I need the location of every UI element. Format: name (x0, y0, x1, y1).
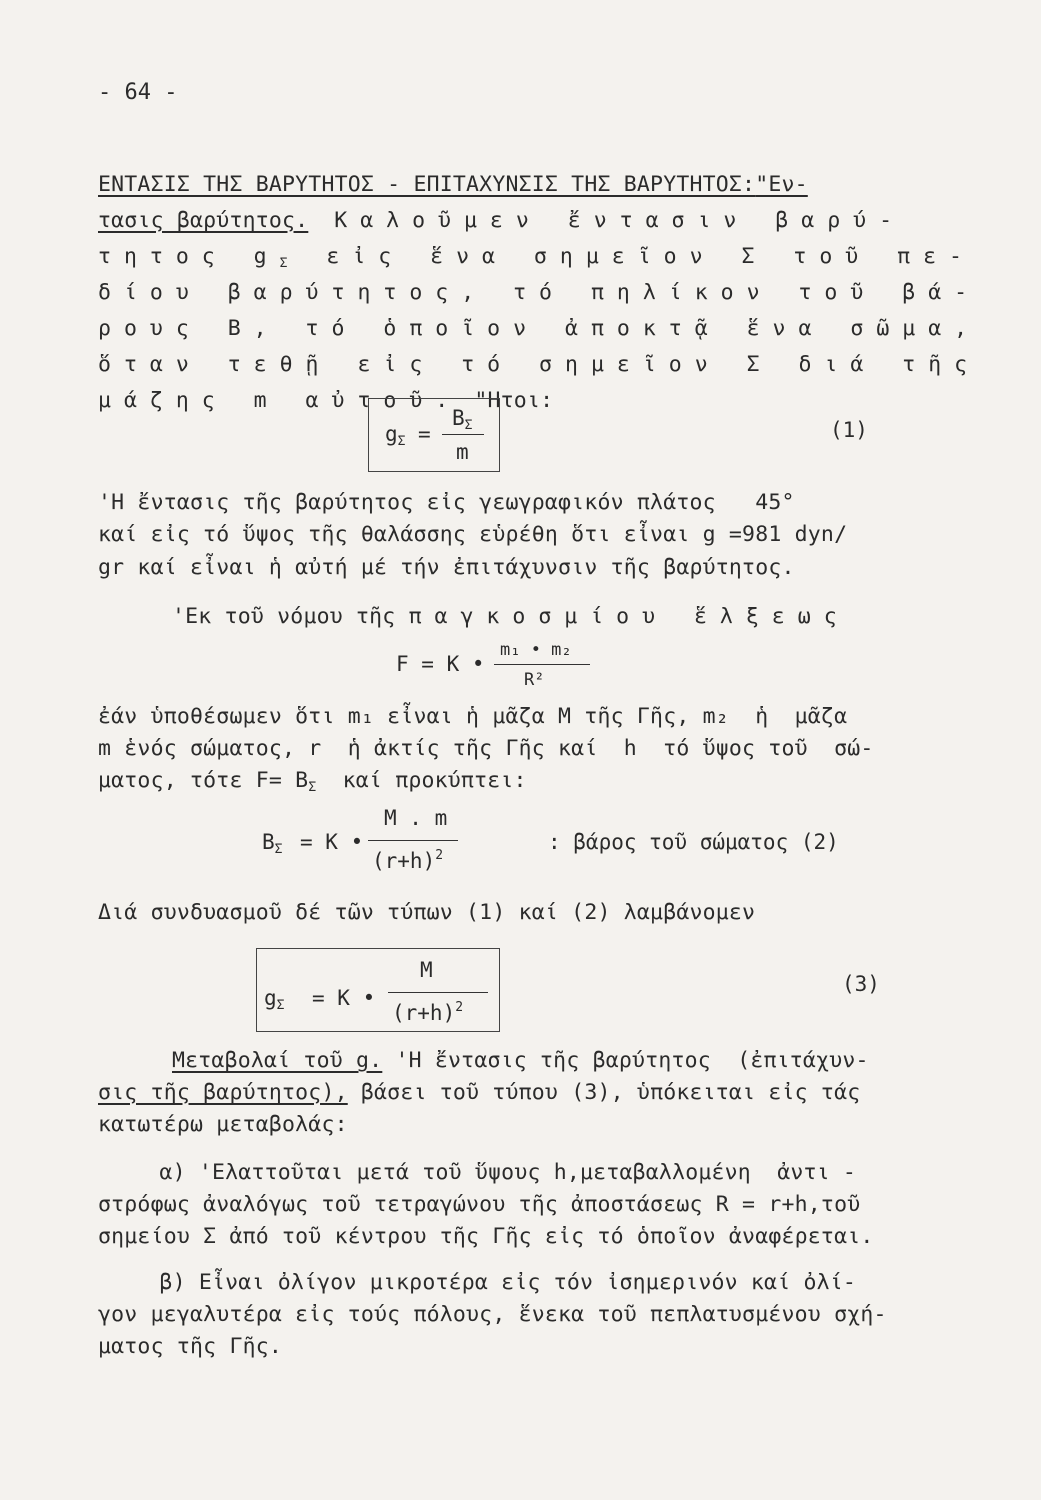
para1-line-1: 'Η ἔντασις τῆς βαρύτητος εἰς γεωγραφικόν πλάτος 45° (98, 490, 795, 515)
formula-2-description: : βάρος τοῦ σώματος (2) (548, 830, 839, 854)
section2-line-3: κατωτέρω μεταβολάς: (98, 1112, 348, 1137)
para2-line: 'Εκ τοῦ νόμου τῆς παγκοσμίου ἕλξεως (172, 604, 850, 629)
para3-line-3: ματος, τότε $F= B_\Sigma$ καί προκύπτει: (98, 768, 527, 795)
para1-line-2: καί εἰς τό ὕψος τῆς θαλάσσης εὑρέθη ὅτι εἶναι g =981 dyn/ (98, 522, 848, 547)
formula-3-numerator: M (420, 958, 433, 982)
section2-line-2: σις τῆς βαρύτητος), βάσει τοῦ τύπου (3), ὑπόκειται εἰς τάς (98, 1080, 861, 1105)
formula-2-numerator: M . m (384, 806, 448, 830)
section2-line-1: Μεταβολαί τοῦ g. 'Η ἔντασις τῆς βαρύτητος (ἐπιτάχυν- (172, 1048, 869, 1073)
formula-1-equals: = (418, 422, 431, 446)
formula-3-denominator: $(r+h)^2$ (392, 1000, 464, 1025)
definition-line-1: τασις βαρύτητος. Καλοῦμεν ἔντασιν βαρύ- (98, 208, 906, 233)
formula-1-number: (1) (830, 418, 868, 442)
defined-term: τασις βαρύτητος. (98, 208, 309, 233)
newton-formula-numerator: m₁ • m₂ (500, 640, 572, 660)
item-b-line-2: γον μεγαλυτέρα εἰς τούς πόλους, ἕνεκα τοῦ πεπλατυσμένου σχή- (98, 1302, 887, 1327)
item-b-line-1: β) Εἶναι ὀλίγον μικροτέρα εἰς τόν ἰσημερινόν καί ὀλί- (120, 1270, 857, 1295)
formula-1-denominator: m (456, 440, 469, 464)
para3-line-2: m ἑνός σώματος, r ἡ ἀκτίς τῆς Γῆς καί h τό ὕψος τοῦ σώ- (98, 736, 874, 761)
page-number: - 64 - (98, 80, 178, 105)
heading-tail: "Εν- (755, 172, 808, 197)
formula-3-fraction-bar (388, 992, 488, 993)
section2-title: Μεταβολαί τοῦ g. (172, 1048, 383, 1073)
definition-line-4: ρους Β, τό ὁποῖον ἀποκτᾷ ἕνα σῶμα, (98, 316, 981, 341)
item-a-line-1: α) 'Ελαττοῦται μετά τοῦ ὕψους h,μεταβαλλομένη ἀντι - (120, 1160, 857, 1185)
formula-3-number: (3) (842, 972, 880, 996)
section-heading (98, 172, 808, 197)
formula-3-lhs: $g_\Sigma$ (264, 986, 285, 1013)
formula-2-denominator: $(r+h)^2$ (372, 848, 444, 873)
newton-formula-lhs: F = K • (396, 652, 485, 676)
formula-1-lhs: $g_\Sigma$ (385, 422, 406, 449)
definition-line-5: ὅταν τεθῇ εἰς τό σημεῖον Σ διά τῆς (98, 352, 981, 377)
formula-3-box (256, 948, 500, 1032)
formula-2-coefficient: = K • (300, 830, 364, 854)
formula-2-fraction-bar (368, 840, 458, 841)
newton-formula-denominator: R² (524, 670, 545, 690)
formula-1-numerator: $B_\Sigma$ (452, 406, 473, 433)
item-a-line-3: σημείου Σ ἀπό τοῦ κέντρου τῆς Γῆς εἰς τό ὁποῖον ἀναφέρεται. (98, 1224, 874, 1249)
formula-1-fraction-bar (442, 434, 484, 435)
heading-title: ΕΝΤΑΣΙΣ ΤΗΣ ΒΑΡΥΤΗΤΟΣ - ΕΠΙΤΑΧΥΝΣΙΣ ΤΗΣ ΒΑΡΥΤΗΤΟΣ: (98, 172, 756, 197)
definition-line-2: τητος $g_\Sigma$ εἰς ἕνα σημεῖον Σ τοῦ πε- (98, 244, 975, 271)
item-a-line-2: στρόφως ἀναλόγως τοῦ τετραγώνου τῆς ἀποστάσεως R = r+h,τοῦ (98, 1192, 861, 1217)
para4-line: Διά συνδυασμοῦ δέ τῶν τύπων (1) καί (2) λαμβάνομεν (98, 900, 756, 925)
item-b-line-3: ματος τῆς Γῆς. (98, 1334, 283, 1359)
para3-line-1: ἐάν ὑποθέσωμεν ὅτι m₁ εἶναι ἡ μᾶζα Μ τῆς Γῆς, m₂ ἡ μᾶζα (98, 704, 848, 729)
definition-line-3: δίου βαρύτητος, τό πηλίκον τοῦ βά- (98, 280, 981, 305)
definition-line-6: μάζης m αὐτοῦ. "Ητοι: (98, 388, 554, 413)
formula-3-coefficient: = K • (312, 986, 376, 1010)
newton-formula-fraction-bar (494, 664, 590, 665)
para1-line-3: gr καί εἶναι ἡ αὐτή μέ τήν ἐπιτάχυνσιν τῆς βαρύτητος. (98, 555, 795, 580)
formula-2-lhs: $B_\Sigma$ (262, 830, 283, 857)
